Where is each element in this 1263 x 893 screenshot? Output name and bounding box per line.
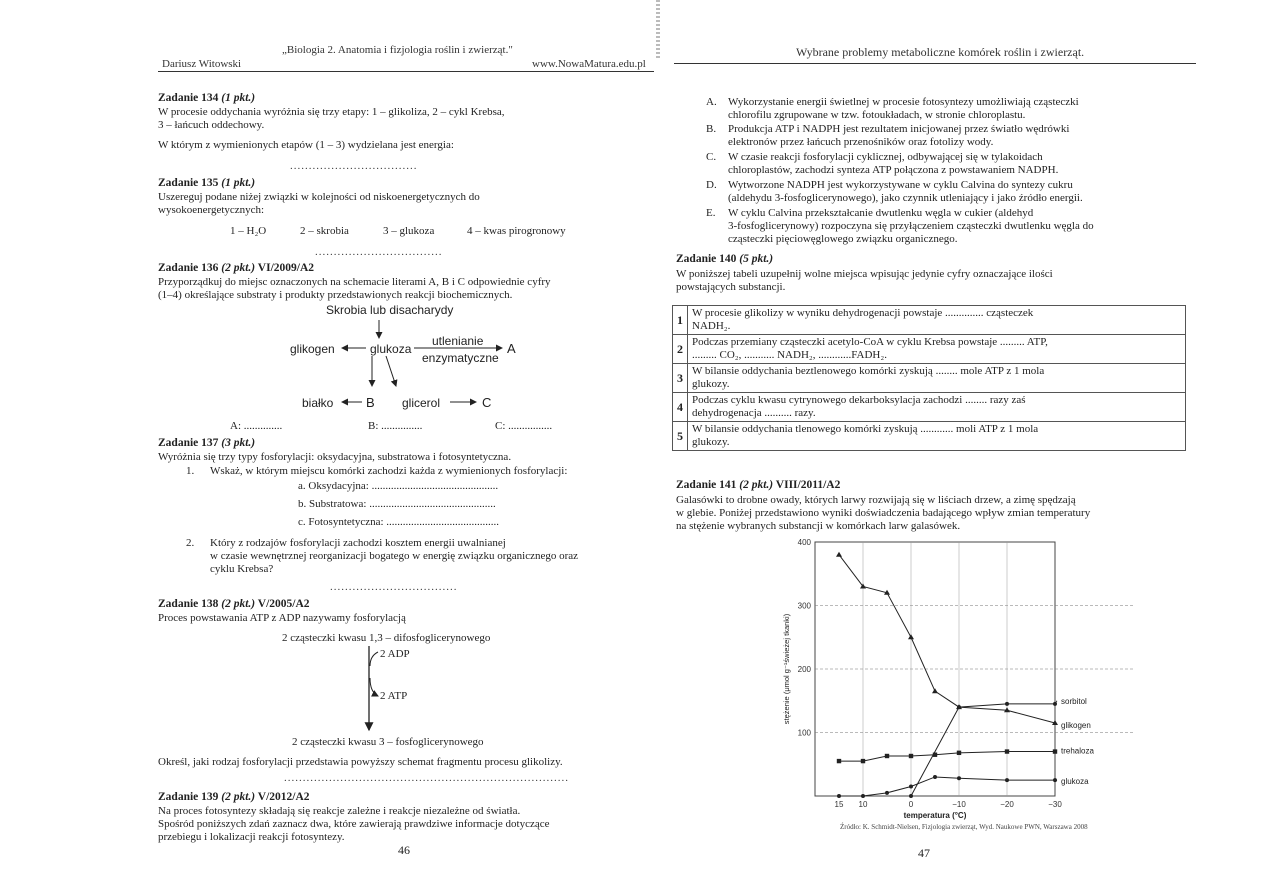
task-137-q1-number: 1. [186,465,195,477]
chart-source: Źródło: K. Schmidt-Nielsen, Fizjologia zwierząt, Wyd. Naukowe PWN, Warszawa 2008 [840,823,1088,831]
x-tick-label: 0 [908,800,914,809]
page-number-right: 47 [918,846,930,860]
diagram-letter-c: C [482,395,492,410]
point-glukoza [861,794,865,798]
task-137-answer-c[interactable]: c. Fotosyntetyczna: ......................................... [298,516,500,528]
task-137-q2-line-2: w czasie wewnętrznej reorganizacji bogatego w energię związku organicznego oraz [210,550,579,562]
point-glikogen [908,634,914,639]
row-line-1: W procesie glikolizy w wyniku dehydrogenacji powstaje .............. cząsteczek [692,307,1034,319]
point-glukoza [957,776,961,780]
task-code: V/2005/A2 [257,598,310,610]
series-label-glukoza: glukoza [1061,776,1089,786]
header-chapter-title: Wybrane problemy metaboliczne komórek roślin i zwierząt. [796,45,1085,59]
point-glukoza [909,784,913,788]
task-points: (2 pkt.) [221,262,256,274]
point-trehaloza [957,751,961,755]
answer-b[interactable]: B: ............... [368,420,423,432]
task-139-text-2: Spośród poniższych zdań zaznacz dwa, które zawierają prawdziwe informacje dotyczące [158,818,550,830]
task-title: Zadanie 140 [676,253,737,265]
y-tick-label: 100 [797,728,811,738]
option-e-letter[interactable]: E. [706,207,716,219]
option-a-line-2: chlorofilu zgrupowane w tzw. fotoukładach, w stronie chloroplastu. [728,109,1026,121]
row-cell[interactable] [688,335,1186,364]
task-134-heading [158,92,255,104]
x-tick-label: 10 [858,800,868,809]
task-title: Zadanie 139 [158,791,219,803]
option-e-line-3: cząsteczki pięciowęglowego związku organicznego. [728,233,958,245]
series-label-glikogen: glikogen [1061,720,1091,730]
row-cell[interactable] [688,422,1186,451]
x-tick-label: −30 [1048,800,1062,809]
point-glikogen [836,552,842,557]
row-line-1: Podczas przemiany cząsteczki acetylo-CoA w cyklu Krebsa powstaje ......... ATP, [692,336,1048,348]
task-140-text-2: powstających substancji. [676,281,786,293]
diagram-enzymatic: enzymatyczne [422,351,499,365]
task-134-answer-line[interactable]: .................................. [290,160,418,172]
task-137-q2-line-1: Który z rodzajów fosforylacji zachodzi kosztem energii uwalnianej [210,537,506,549]
x-tick-label: 15 [834,800,844,809]
row-line-1: W bilansie oddychania beztlenowego komórki zyskują ........ mole ATP z 1 mola [692,365,1045,377]
y-tick-label: 400 [797,538,811,547]
answer-a[interactable]: A: .............. [230,420,283,432]
task-points: (1 pkt.) [221,177,256,189]
diagram-protein: białko [302,396,334,410]
diagram-glycerol: glicerol [402,396,441,410]
y-tick-label: 300 [797,601,811,611]
table-row [673,422,1186,451]
task-135-item-1: 1 – H₂O [230,225,267,237]
option-c-letter[interactable]: C. [706,151,717,163]
table-row [673,364,1186,393]
scheme-adp: 2 ADP [380,648,410,660]
task-points: (2 pkt.) [221,791,256,803]
task-code: V/2012/A2 [257,791,310,803]
task-138-answer-line[interactable]: ............................................................................ [284,772,569,784]
task-135-item-4: 4 – kwas pirogronowy [467,225,566,237]
task-137-q1: Wskaż, w którym miejscu komórki zachodzi każda z wymienionych fosforylacji: [210,465,568,477]
x-tick-label: −20 [1000,800,1014,809]
row-line-2: glukozy. [692,378,730,390]
diagram-letter-a: A [507,341,516,356]
task-points: (1 pkt.) [221,92,256,104]
point-glukoza [933,775,937,779]
series-label-sorbitol: sorbitol [1061,696,1087,706]
task-138-question: Określ, jaki rodzaj fosforylacji przedstawia powyższy schemat fragmentu procesu glikolizy. [158,756,563,768]
y-tick-label: 200 [797,665,811,674]
task-141-text-3: na stężenie wybranych substancji w komórkach larw galasówek. [676,520,961,532]
header-rule [674,63,1196,64]
header-book-title: „Biologia 2. Anatomia i fizjologia roślin i zwierząt." [282,44,513,56]
point-sorbitol [1005,702,1009,706]
row-number: 3 [673,364,688,393]
task-137-heading [158,437,255,449]
task-136-text-1: Przyporządkuj do miejsc oznaczonych na schemacie literami A, B i C odpowiednie cyfry [158,276,551,288]
task-137-q2-number: 2. [186,537,195,549]
option-c-line-1: W czasie reakcji fosforylacji cyklicznej, odbywającej się w tylakoidach [728,151,1043,163]
row-cell[interactable] [688,306,1186,335]
diagram-starch: Skrobia lub disacharydy [326,303,454,317]
task-137-answer-line[interactable]: .................................. [330,581,458,593]
task-135-answer-line[interactable]: .................................. [315,246,443,258]
option-e-line-1: W cyklu Calvina przekształcanie dwutlenku węgla w cukier (aldehyd [728,207,1034,219]
series-line-glikogen [839,555,1055,723]
option-b-line-1: Produkcja ATP i NADPH jest rezultatem inicjowanej przez światło wędrówki [728,123,1070,135]
diagram-glycogen: glikogen [290,342,335,356]
task-137-answer-a[interactable]: a. Oksydacyjna: .............................................. [298,480,499,492]
point-trehaloza [1005,749,1009,753]
task-points: (2 pkt.) [221,598,256,610]
right-page [660,0,1263,893]
x-tick-label: −10 [952,800,966,809]
task-135-text-1: Uszereguj podane niżej związki w kolejności od niskoenergetycznych do [158,191,480,203]
scheme-bottom: 2 cząsteczki kwasu 3 – fosfoglicerynowego [292,736,484,748]
task-title: Zadanie 135 [158,177,219,189]
row-line-2: dehydrogenacja .......... razy. [692,407,816,419]
point-trehaloza [909,754,913,758]
row-number: 1 [673,306,688,335]
table-row [673,335,1186,364]
option-a-letter[interactable]: A. [706,96,717,108]
option-d-letter[interactable]: D. [706,179,717,191]
series-line-trehaloza [839,752,1055,762]
row-line-2: glukozy. [692,436,730,448]
option-b-line-2: elektronów przez łańcuch przenośników oraz fotolizy wody. [728,136,994,148]
series-label-trehaloza: trehaloza [1061,746,1094,756]
task-139-heading [158,791,310,803]
task-points: (2 pkt.) [739,479,774,491]
task-title: Zadanie 141 [676,479,737,491]
row-line-2: ......... CO₂, ........... NADH₂, ............FADH₂. [692,349,887,361]
task-134-question: W którym z wymienionych etapów (1 – 3) wydzielana jest energia: [158,139,454,151]
point-glukoza [885,791,889,795]
option-a-line-1: Wykorzystanie energii świetlnej w procesie fotosyntezy umożliwiają cząsteczki [728,96,1079,108]
table-row [673,306,1186,335]
task-140-table [672,305,1186,451]
row-line-1: W bilansie oddychania tlenowego komórki zyskują ............ moli ATP z 1 mola [692,423,1039,435]
task-points: (5 pkt.) [739,253,774,265]
option-c-line-2: chloroplastów, zachodzi synteza ATP połączona z powstawaniem NADPH. [728,164,1059,176]
task-138-heading [158,598,310,610]
point-trehaloza [885,754,889,758]
task-139-text-1: Na proces fotosyntezy składają się reakcje zależne i reakcje niezależne od światła. [158,805,521,817]
task-141-text-2: w glebie. Poniżej przedstawiono wyniki doświadczenia badającego wpływ zmian temperatury [676,507,1091,519]
option-e-line-2: 3-fosfoglicerynowy) rozpoczyna się przyłączeniem cząsteczki dwutlenku węgla do [728,220,1094,232]
task-140-heading [676,253,773,265]
scheme-atp: 2 ATP [380,690,408,702]
diagram-glucose: glukoza [370,342,412,356]
task-141-text-1: Galasówki to drobne owady, których larwy rozwijają się w liściach drzew, a zimę spędzają [676,494,1076,506]
header-rule [158,71,654,72]
option-d-line-2: (aldehydu 3-fosfoglicerynowego), jako czynnik utleniający i jako źródło energii. [728,192,1083,204]
row-number: 5 [673,422,688,451]
option-b-letter[interactable]: B. [706,123,717,135]
task-141-heading [676,479,840,491]
y-axis-label: stężenie (μmol g⁻¹świeżej tkanki) [782,613,791,725]
task-135-item-3: 3 – glukoza [383,225,435,237]
scheme-top: 2 cząsteczki kwasu 1,3 – difosfoglicerynowego [282,632,491,644]
task-135-heading [158,177,255,189]
point-glukoza [837,794,841,798]
row-cell[interactable] [688,393,1186,422]
task-140-text-1: W poniższej tabeli uzupełnij wolne miejsca wpisując jedynie cyfry oznaczające ilości [676,268,1053,280]
row-line-1: Podczas cyklu kwasu cytrynowego dekarboksylacja zachodzi ........ razy zaś [692,394,1026,406]
task-137-answer-b[interactable]: b. Substratowa: .............................................. [298,498,496,510]
task-135-item-2: 2 – skrobia [300,225,349,237]
table-row [673,393,1186,422]
task-title: Zadanie 137 [158,437,219,449]
task-title: Zadanie 138 [158,598,219,610]
point-glukoza [1005,778,1009,782]
task-code: VIII/2011/A2 [775,479,841,491]
temperature-chart [755,534,1205,824]
row-number: 4 [673,393,688,422]
task-points: (3 pkt.) [221,437,256,449]
point-trehaloza [933,753,937,757]
task-136-text-2: (1–4) określające substraty i produkty przedstawionych reakcji biochemicznych. [158,289,513,301]
point-trehaloza [861,759,865,763]
row-line-2: NADH₂. [692,320,731,332]
task-title: Zadanie 136 [158,262,219,274]
option-d-line-1: Wytworzone NADPH jest wykorzystywane w cyklu Calvina do syntezy cukru [728,179,1073,191]
task-137-q2-line-3: cyklu Krebsa? [210,563,274,575]
task-code: VI/2009/A2 [257,262,315,274]
point-glikogen [932,688,938,693]
diagram-oxidation: utlenianie [432,334,484,348]
page-number-left: 46 [398,843,410,857]
point-trehaloza [837,759,841,763]
row-cell[interactable] [688,364,1186,393]
series-line-glukoza [839,777,1055,796]
task-134-text-1: W procesie oddychania wyróżnia się trzy etapy: 1 – glikoliza, 2 – cykl Krebsa, [158,106,505,118]
task-137-intro: Wyróżnia się trzy typy fosforylacji: oksydacyjna, substratowa i fotosyntetyczna. [158,451,512,463]
task-139-text-3: przebiegu i lokalizacji reakcji fotosyntezy. [158,831,345,843]
task-title: Zadanie 134 [158,92,219,104]
task-138-intro: Proces powstawania ATP z ADP nazywamy fosforylacją [158,612,406,624]
point-sorbitol [909,794,913,798]
task-136-heading [158,262,314,274]
row-number: 2 [673,335,688,364]
task-135-text-2: wysokoenergetycznych: [158,204,265,216]
header-url: www.NowaMatura.edu.pl [532,58,646,70]
diagram-letter-b: B [366,395,375,410]
answer-c[interactable]: C: ................ [495,420,553,432]
x-axis-label: temperatura (°C) [903,811,967,820]
task-134-text-2: 3 – łańcuch oddechowy. [158,119,265,131]
header-author: Dariusz Witowski [162,58,242,70]
